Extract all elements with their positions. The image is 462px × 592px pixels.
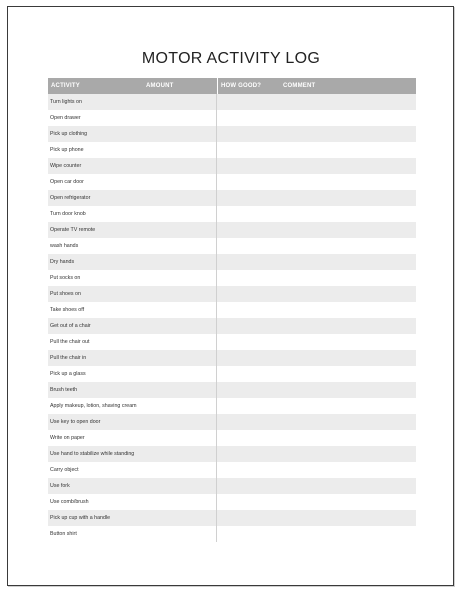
rating-comment-cell (217, 382, 416, 398)
rating-comment-cell (217, 494, 416, 510)
table-row (48, 142, 416, 158)
rating-comment-cell (217, 190, 416, 206)
activity-cell: Pick up a glass (48, 366, 217, 382)
rating-comment-cell (217, 270, 416, 286)
rating-comment-cell (217, 446, 416, 462)
table-body (48, 94, 416, 542)
activity-cell: Pick up cup with a handle (48, 510, 217, 526)
activity-cell: Wipe counter (48, 158, 217, 174)
rating-comment-cell (217, 414, 416, 430)
activity-cell: Get out of a chair (48, 318, 217, 334)
table-row (48, 510, 416, 526)
column-header-amount: AMOUNT (146, 83, 174, 89)
rating-comment-cell (217, 510, 416, 526)
table-row (48, 302, 416, 318)
activity-cell: Apply makeup, lotion, shaving cream (48, 398, 217, 414)
activity-cell: Turn lights on (48, 94, 217, 110)
rating-comment-cell (217, 126, 416, 142)
activity-cell: Take shoes off (48, 302, 217, 318)
table-row (48, 286, 416, 302)
table-row (48, 190, 416, 206)
activity-cell: Operate TV remote (48, 222, 217, 238)
table-row (48, 94, 416, 110)
rating-comment-cell (217, 222, 416, 238)
table-row (48, 318, 416, 334)
rating-comment-cell (217, 318, 416, 334)
table-header (48, 78, 416, 94)
rating-comment-cell (217, 430, 416, 446)
table-row (48, 414, 416, 430)
table-row (48, 446, 416, 462)
activity-cell: Pull the chair in (48, 350, 217, 366)
rating-comment-cell (217, 478, 416, 494)
rating-comment-cell (217, 206, 416, 222)
table-row (48, 270, 416, 286)
table-row (48, 494, 416, 510)
activity-cell: Pull the chair out (48, 334, 217, 350)
rating-comment-cell (217, 366, 416, 382)
rating-comment-cell (217, 94, 416, 110)
rating-comment-cell (217, 526, 416, 542)
rating-comment-cell (217, 254, 416, 270)
table-row (48, 478, 416, 494)
activity-cell: Use fork (48, 478, 217, 494)
table-row (48, 334, 416, 350)
table-row (48, 366, 416, 382)
activity-cell: Pick up clothing (48, 126, 217, 142)
table-row (48, 430, 416, 446)
column-header-activity: ACTIVITY (51, 83, 80, 89)
rating-comment-cell (217, 334, 416, 350)
activity-cell: Put socks on (48, 270, 217, 286)
activity-cell: Open car door (48, 174, 217, 190)
table-row (48, 398, 416, 414)
activity-cell: Turn door knob (48, 206, 217, 222)
table-row (48, 174, 416, 190)
rating-comment-cell (217, 110, 416, 126)
activity-cell: Brush teeth (48, 382, 217, 398)
rating-comment-cell (217, 174, 416, 190)
rating-comment-cell (217, 286, 416, 302)
activity-log-table (48, 78, 416, 542)
table-row (48, 350, 416, 366)
table-row (48, 110, 416, 126)
column-header-how-good: HOW GOOD? (217, 78, 283, 94)
activity-cell: Put shoes on (48, 286, 217, 302)
rating-comment-cell (217, 462, 416, 478)
activity-cell: Carry object (48, 462, 217, 478)
activity-cell: Button shirt (48, 526, 217, 542)
activity-cell: wash hands (48, 238, 217, 254)
rating-comment-cell (217, 302, 416, 318)
table-row (48, 238, 416, 254)
table-row (48, 526, 416, 542)
activity-cell: Open refrigerator (48, 190, 217, 206)
activity-cell: Use hand to stabilize while standing (48, 446, 217, 462)
activity-cell: Pick up phone (48, 142, 217, 158)
rating-comment-cell (217, 142, 416, 158)
table-row (48, 462, 416, 478)
table-row (48, 222, 416, 238)
activity-cell: Dry hands (48, 254, 217, 270)
table-row (48, 126, 416, 142)
activity-cell: Write on paper (48, 430, 217, 446)
activity-cell: Use comb/brush (48, 494, 217, 510)
column-header-comment: COMMENT (283, 83, 316, 89)
table-row (48, 206, 416, 222)
rating-comment-cell (217, 238, 416, 254)
table-row (48, 158, 416, 174)
table-row (48, 254, 416, 270)
rating-comment-cell (217, 398, 416, 414)
table-row (48, 382, 416, 398)
rating-comment-cell (217, 350, 416, 366)
page-title: MOTOR ACTIVITY LOG (141, 50, 321, 67)
activity-cell: Use key to open door (48, 414, 217, 430)
activity-cell: Open drawer (48, 110, 217, 126)
rating-comment-cell (217, 158, 416, 174)
